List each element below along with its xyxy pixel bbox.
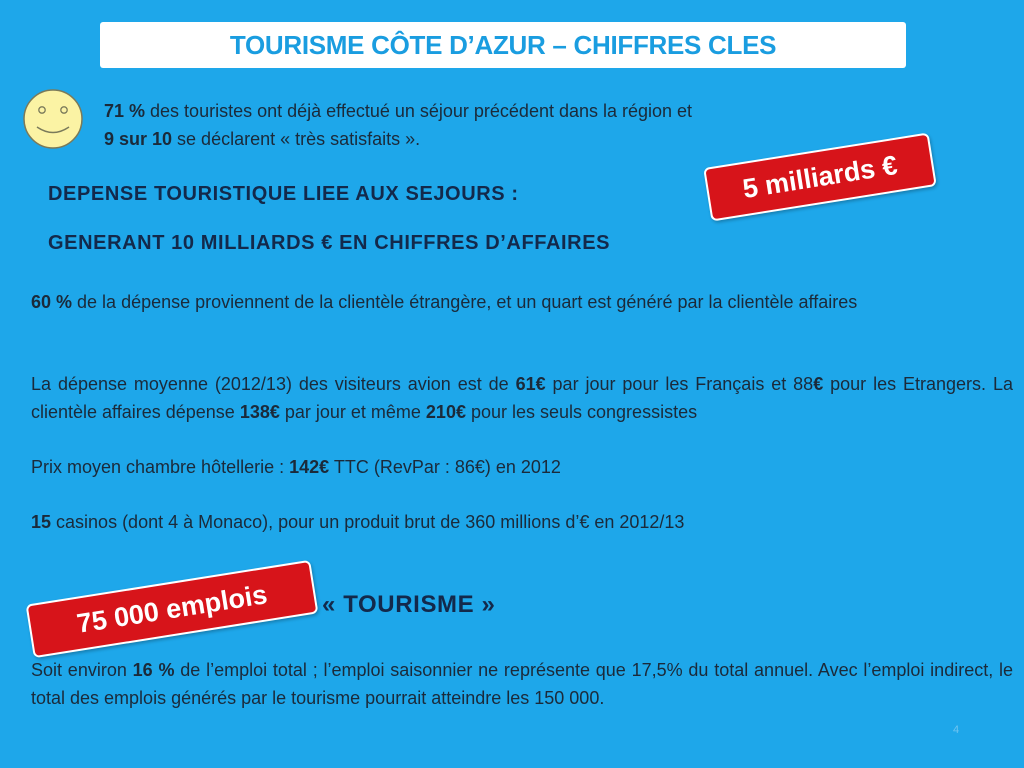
page-title: TOURISME CÔTE D’AZUR – CHIFFRES CLES — [229, 29, 777, 60]
intro-line-2 — [104, 125, 864, 153]
para2-text-5: pour les seuls congressistes — [465, 402, 698, 422]
title-banner — [100, 22, 906, 68]
intro-text-2: se déclarent « très satisfaits ». — [172, 129, 421, 149]
intro-text-1: des touristes ont déjà effectué un séjour précédent dans la région et — [145, 101, 693, 121]
para5-text-2: de l’emploi total ; l’emploi saisonnier ne représente que 17,5% du total annuel. Avec l’emploi indirect, le total des emplois générés par le tourisme pourrait atteindre les 150 000. — [31, 660, 1014, 708]
paragraph-depense-etrangere — [31, 288, 1013, 316]
para2-text-1: La dépense moyenne (2012/13) des visiteurs avion est de — [31, 374, 516, 394]
para2-bold-1: 61€ — [515, 374, 546, 394]
para5-text-1: Soit environ — [31, 660, 133, 680]
para3-text-1: Prix moyen chambre hôtellerie : — [31, 457, 290, 477]
intro-line-1 — [104, 97, 864, 125]
para4-bold-1: 15 — [31, 512, 52, 532]
para3-bold-1: 142€ — [289, 457, 330, 477]
paragraph-depense-moyenne — [31, 370, 1013, 426]
para2-bold-2: € — [813, 374, 824, 394]
para2-bold-4: 210€ — [425, 402, 466, 422]
para2-text-4: par jour et même — [279, 402, 426, 422]
para1-bold: 60 % — [31, 292, 73, 312]
depense-heading: DEPENSE TOURISTIQUE LIEE AUX SEJOURS : — [48, 183, 519, 205]
depense-stamp: 5 milliards € — [703, 132, 937, 221]
intro-stat-1: 71 % — [104, 101, 146, 121]
ca-heading: GENERANT 10 MILLIARDS € EN CHIFFRES D’AFFAIRES — [48, 232, 611, 254]
para4-text-1: casinos (dont 4 à Monaco), pour un produit brut de 360 millions d’€ en 2012/13 — [51, 512, 685, 532]
para1-text: de la dépense proviennent de la clientèle étrangère, et un quart est généré par la clientèle affaires — [72, 292, 858, 312]
para3-text-2: TTC (RevPar : 86€) en 2012 — [329, 457, 561, 477]
emplois-stamp: 75 000 emplois — [26, 560, 319, 658]
page-number: 4 — [953, 724, 960, 736]
tourisme-label: « TOURISME » — [322, 591, 496, 618]
paragraph-casinos — [31, 508, 1013, 536]
paragraph-emploi — [31, 656, 1013, 712]
smiley-face-icon — [22, 88, 84, 150]
intro-text — [104, 97, 864, 153]
para2-bold-3: 138€ — [239, 402, 280, 422]
para2-text-2: par jour pour les Français et 88 — [545, 374, 814, 394]
intro-stat-2: 9 sur 10 — [104, 129, 173, 149]
para2-text-3: pour les Etrangers. La clientèle affaires dépense — [31, 374, 1013, 422]
paragraph-prix-chambre — [31, 453, 1013, 481]
para5-bold-1: 16 % — [132, 660, 175, 680]
